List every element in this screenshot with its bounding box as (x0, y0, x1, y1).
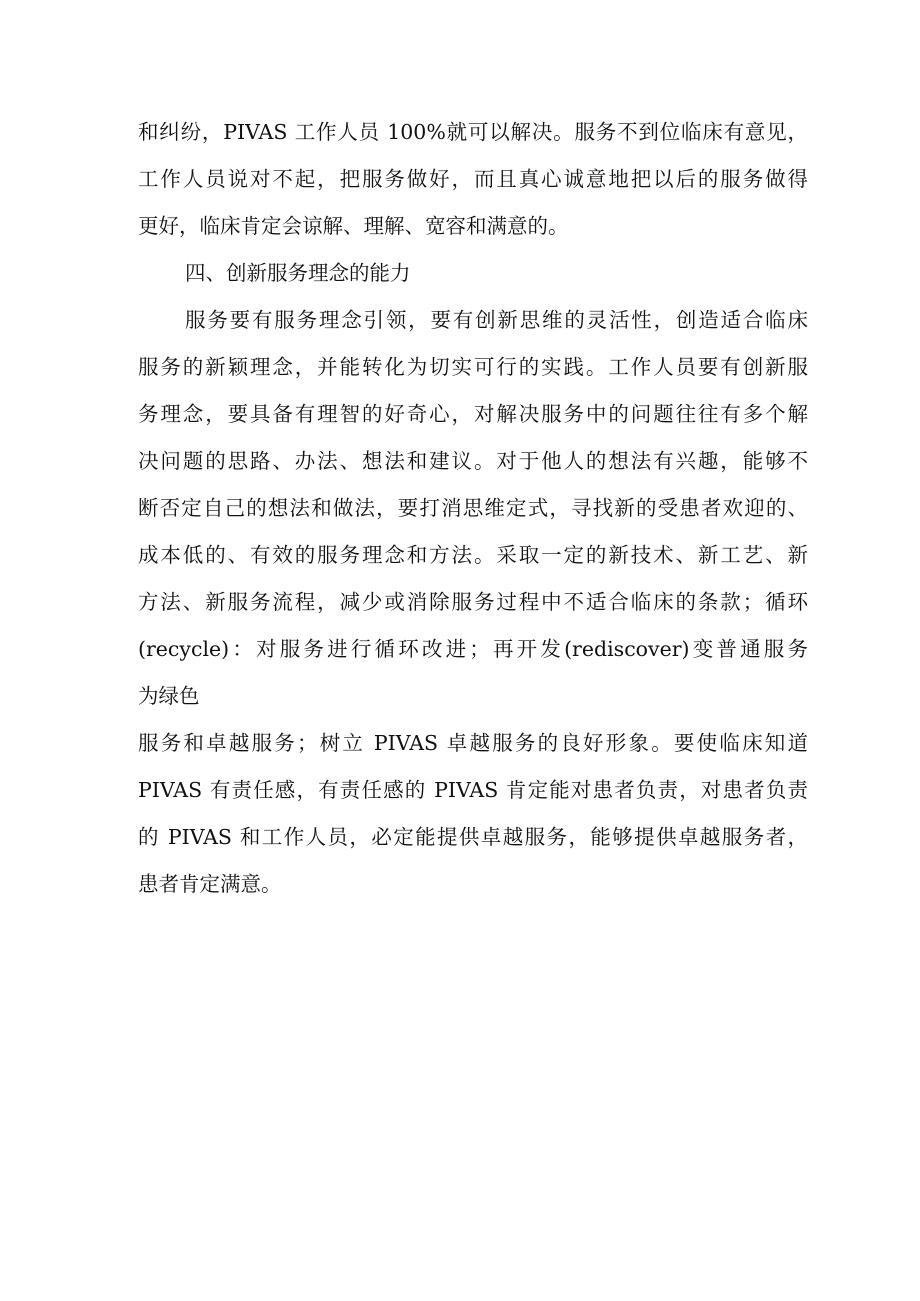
text-line: PIVAS 有责任感，有责任感的 PIVAS 肯定能对患者负责，对患者负责 (138, 778, 808, 802)
text-line: 服务的新颖理念，并能转化为切实可行的实践。工作人员要有创新服 (138, 355, 808, 379)
text-line: 工作人员说对不起，把服务做好，而且真心诚意地把以后的服务做得 (138, 167, 808, 191)
text-line: 和纠纷，PIVAS 工作人员 100%就可以解决。服务不到位临床有意见， (138, 120, 808, 144)
text-line: 断否定自己的想法和做法，要打消思维定式，寻找新的受患者欢迎的、 (138, 496, 808, 520)
text-line: 为绿色 (138, 684, 200, 708)
text-line: 的 PIVAS 和工作人员，必定能提供卓越服务，能够提供卓越服务者， (138, 825, 808, 849)
text-line: 服务要有服务理念引领，要有创新思维的灵活性，创造适合临床 (185, 308, 808, 332)
text-line: 务理念，要具备有理智的好奇心，对解决服务中的问题往往有多个解 (138, 402, 808, 426)
text-line: 患者肯定满意。 (138, 872, 282, 896)
text-line: (recycle)：对服务进行循环改进；再开发(rediscover)变普通服务 (138, 637, 808, 661)
text-line: 成本低的、有效的服务理念和方法。采取一定的新技术、新工艺、新 (138, 543, 808, 567)
text-line: 决问题的思路、办法、想法和建议。对于他人的想法有兴趣，能够不 (138, 449, 808, 473)
paragraph-2 (138, 297, 808, 720)
paragraph-1 (138, 109, 808, 250)
document-body (138, 109, 808, 908)
text-line: 服务和卓越服务；树立 PIVAS 卓越服务的良好形象。要使临床知道 (138, 731, 808, 755)
text-line: 方法、新服务流程，减少或消除服务过程中不适合临床的条款；循环 (138, 590, 808, 614)
text-line: 更好，临床肯定会谅解、理解、宽容和满意的。 (138, 214, 569, 238)
section-heading (138, 250, 808, 297)
heading-line: 四、创新服务理念的能力 (185, 261, 411, 285)
paragraph-3 (138, 720, 808, 908)
